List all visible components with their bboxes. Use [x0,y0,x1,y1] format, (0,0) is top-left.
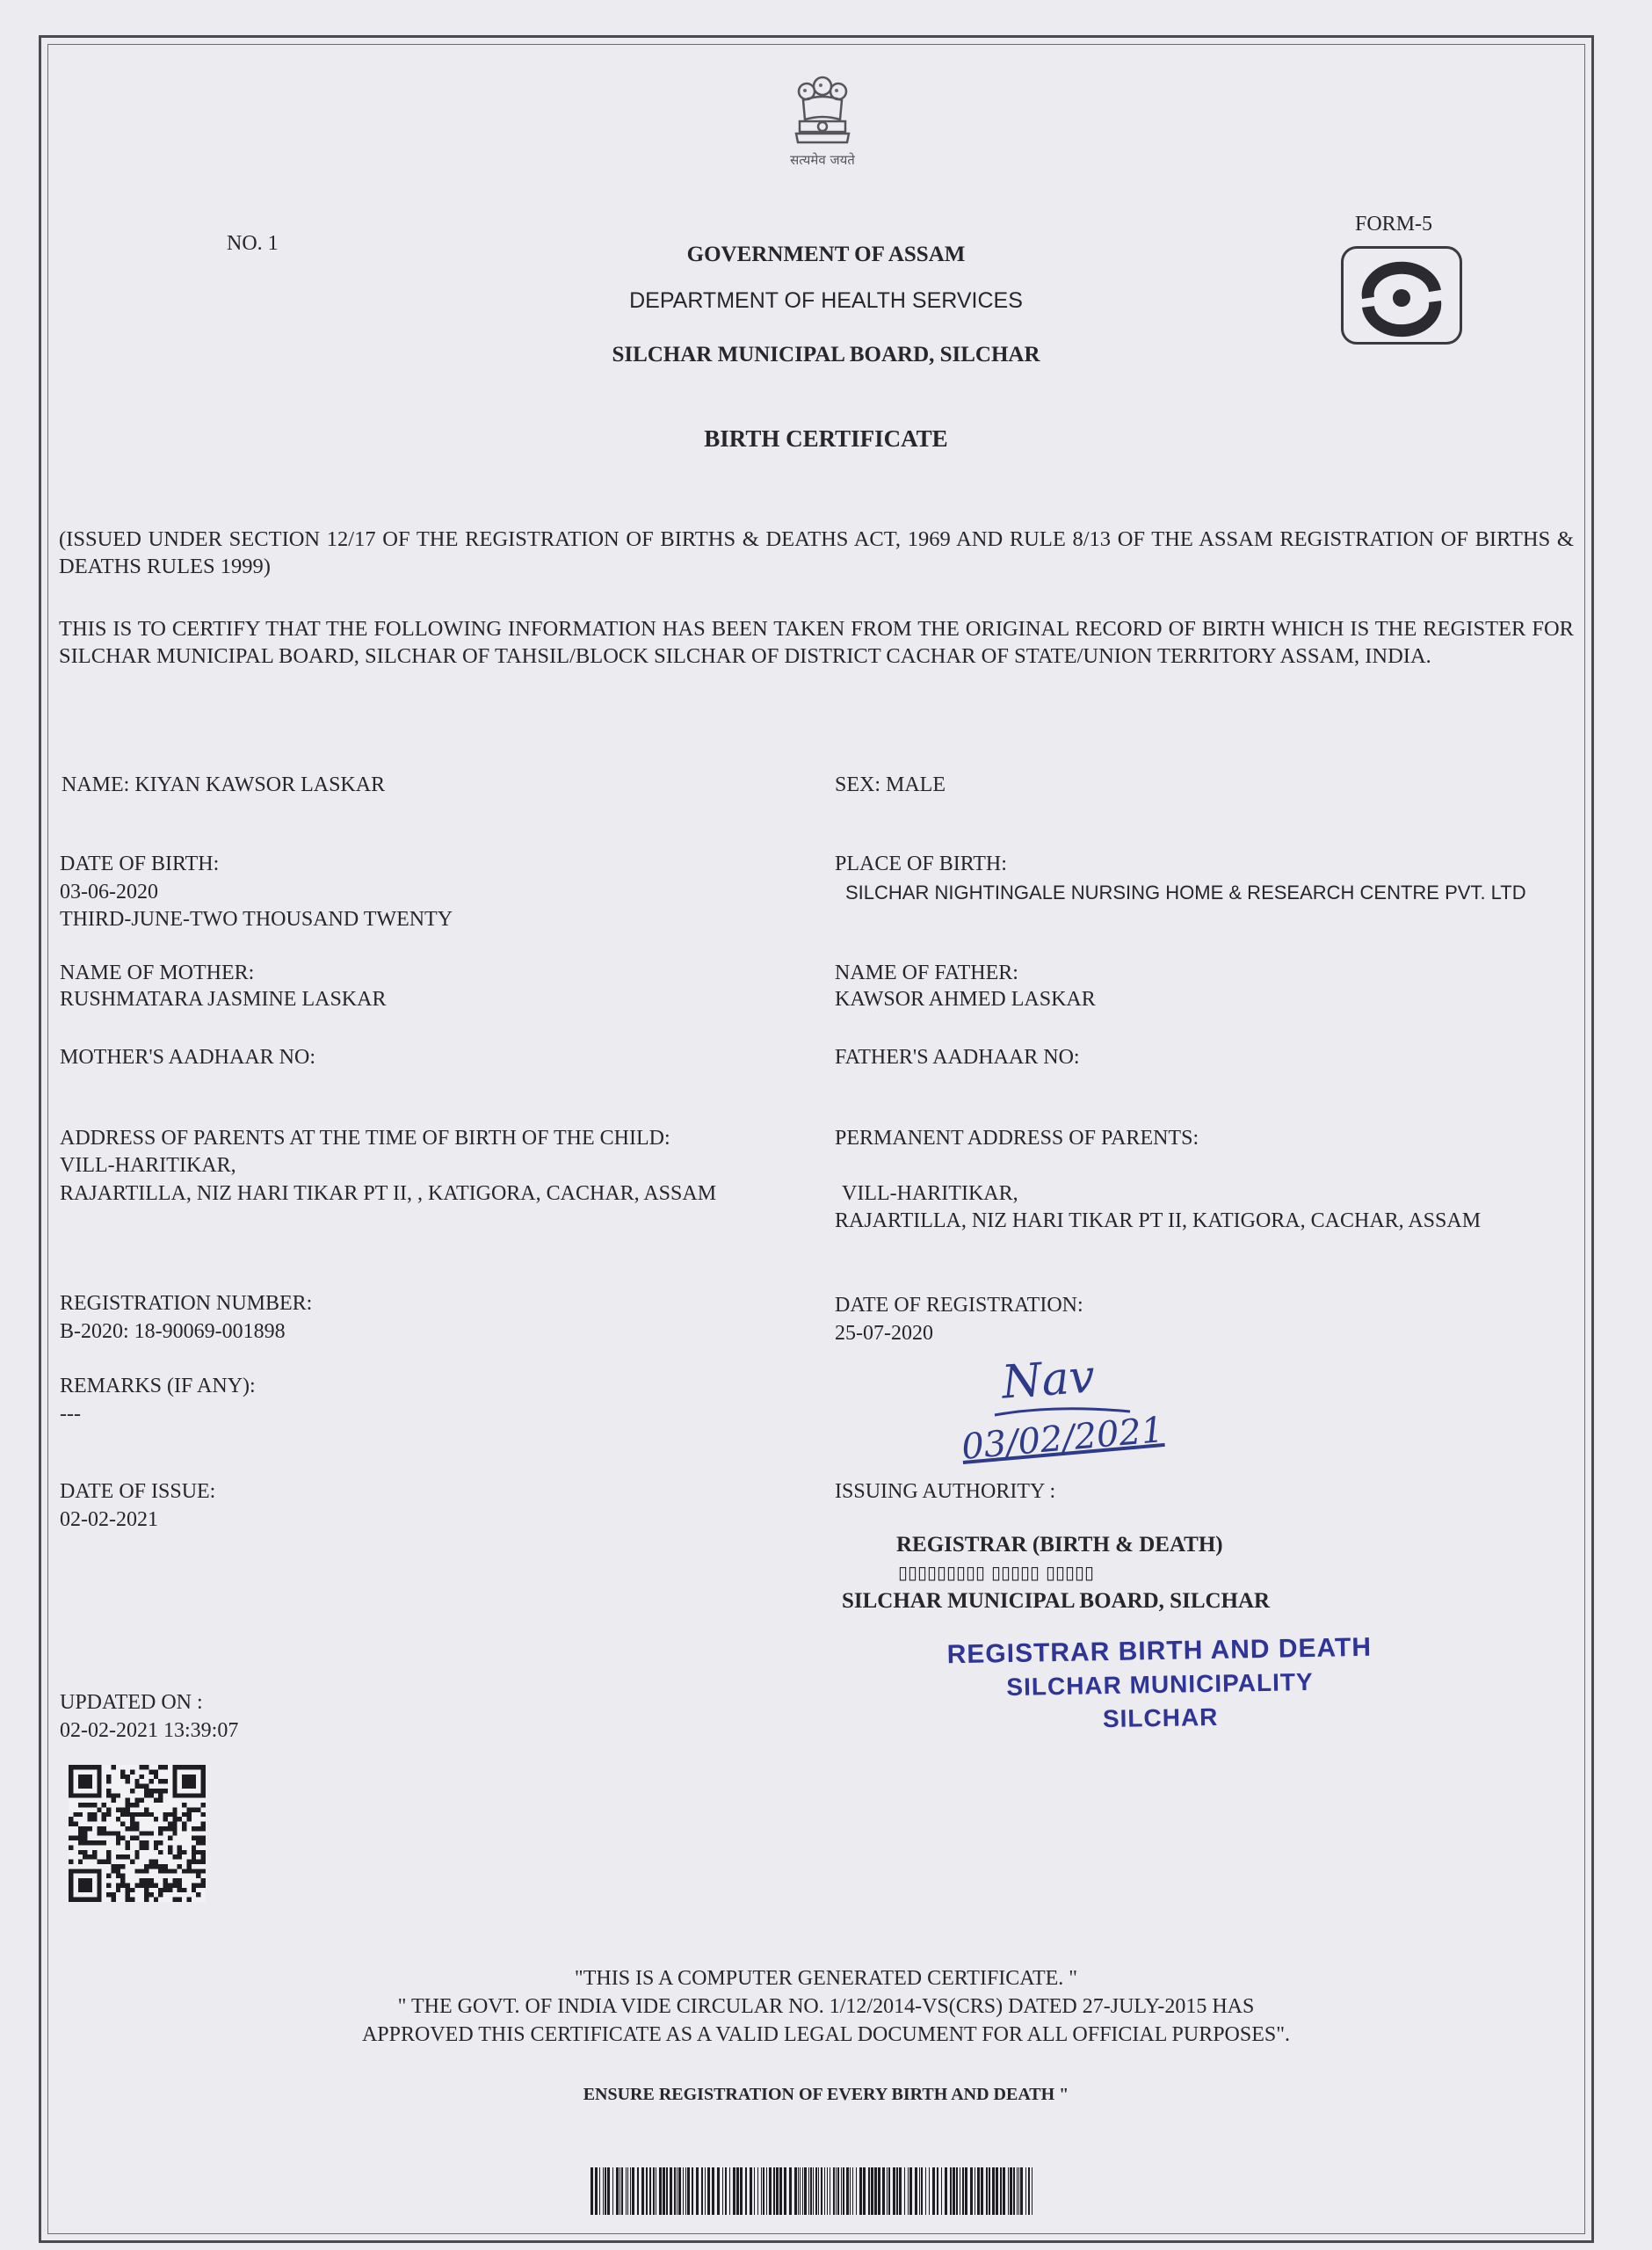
registration-date-value: 25-07-2020 [835,1322,933,1345]
updated-on-label: UPDATED ON : [60,1691,203,1714]
footer-line2: " THE GOVT. OF INDIA VIDE CIRCULAR NO. 1/12/2014-VS(CRS) DATED 27-JULY-2015 HAS [397,1995,1255,2018]
dob-label: DATE OF BIRTH: [60,853,220,875]
emblem-motto: सत्यमेव जयते [790,152,855,168]
registrar-office: SILCHAR MUNICIPAL BOARD, SILCHAR [842,1589,1271,1613]
permanent-address-line2: RAJARTILLA, NIZ HARI TIKAR PT II, KATIGORA, CACHAR, ASSAM [835,1209,1482,1232]
issued-under-paragraph: (ISSUED UNDER SECTION 12/17 OF THE REGISTRATION OF BIRTHS & DEATHS ACT, 1969 AND RULE 8/13 OF THE ASSAM REGISTRATION OF BIRTHS & DEATHS RULES 1999) [59,527,1574,578]
address-at-birth-label: ADDRESS OF PARENTS AT THE TIME OF BIRTH OF THE CHILD: [60,1127,670,1150]
serial-number: NO. 1 [227,232,279,255]
dob-in-words: THIRD-JUNE-TWO THOUSAND TWENTY [60,908,453,931]
certify-paragraph: THIS IS TO CERTIFY THAT THE FOLLOWING INFORMATION HAS BEEN TAKEN FROM THE ORIGINAL RECORD OF BIRTH WHICH IS THE REGISTER FOR SILCHAR MUNICIPAL BOARD, SILCHAR OF TAHSIL/BLOCK SILCHAR OF DISTRICT CACHAR OF STATE/UNION TERRITORY ASSAM, INDIA. [59,617,1574,668]
barcode-icon [591,2167,1037,2215]
registration-number-label: REGISTRATION NUMBER: [60,1292,313,1315]
department-heading: DEPARTMENT OF HEALTH SERVICES [629,288,1023,313]
address-at-birth-line2: RAJARTILLA, NIZ HARI TIKAR PT II, , KATIGORA, CACHAR, ASSAM [60,1182,717,1205]
registration-number-value: B-2020: 18-90069-001898 [60,1320,286,1343]
form-logo [1341,246,1462,345]
updated-on-value: 02-02-2021 13:39:07 [60,1719,239,1742]
certificate-title: BIRTH CERTIFICATE [704,425,948,452]
place-of-birth-label: PLACE OF BIRTH: [835,853,1007,875]
qr-code [69,1765,206,1902]
stamp-line1: REGISTRAR BIRTH AND DEATH [946,1632,1373,1670]
mother-name-value: RUSHMATARA JASMINE LASKAR [60,988,387,1011]
footer-slogan: ENSURE REGISTRATION OF EVERY BIRTH AND DEATH " [583,2085,1069,2104]
sex: SEX: MALE [835,773,946,796]
form-number: FORM-5 [1355,213,1433,236]
issuing-authority-label: ISSUING AUTHORITY : [835,1480,1056,1503]
barcode [591,2167,1037,2215]
ashoka-emblem-icon [777,72,868,151]
issue-date-label: DATE OF ISSUE: [60,1480,216,1503]
board-heading: SILCHAR MUNICIPAL BOARD, SILCHAR [612,343,1040,367]
qr-code-icon [69,1765,206,1902]
registration-logo-icon [1344,249,1460,342]
footer-line3: APPROVED THIS CERTIFICATE AS A VALID LEGAL DOCUMENT FOR ALL OFFICIAL PURPOSES". [361,2023,1291,2046]
place-of-birth-value: SILCHAR NIGHTINGALE NURSING HOME & RESEARCH CENTRE PVT. LTD [845,882,1526,904]
registrar-title-local: ▯▯▯▯▯▯▯▯▯ ▯▯▯▯▯ ▯▯▯▯▯ [898,1562,1095,1583]
father-name-label: NAME OF FATHER: [835,962,1018,984]
stamp-line2: SILCHAR MUNICIPALITY [1006,1667,1314,1702]
remarks-label: REMARKS (IF ANY): [60,1375,256,1397]
issue-date-value: 02-02-2021 [60,1508,158,1531]
dob-value: 03-06-2020 [60,881,158,904]
permanent-address-line1: VILL-HARITIKAR, [842,1182,1018,1205]
stamp-line3: SILCHAR [1102,1702,1219,1733]
state-emblem [777,72,868,178]
footer-line1: "THIS IS A COMPUTER GENERATED CERTIFICATE. " [574,1967,1078,1990]
mother-name-label: NAME OF MOTHER: [60,962,255,984]
father-aadhaar-label: FATHER'S AADHAAR NO: [835,1046,1080,1069]
registration-date-label: DATE OF REGISTRATION: [835,1294,1083,1317]
mother-aadhaar-label: MOTHER'S AADHAAR NO: [60,1046,316,1069]
child-name: NAME: KIYAN KAWSOR LASKAR [62,773,386,796]
address-at-birth-line1: VILL-HARITIKAR, [60,1154,236,1177]
government-heading: GOVERNMENT OF ASSAM [686,243,966,266]
father-name-value: KAWSOR AHMED LASKAR [835,988,1096,1011]
signature-date: 03/02/2021 [960,1410,1166,1468]
registrar-stamp [904,1630,1416,1739]
remarks-value: --- [60,1403,81,1426]
signature-initials: Nav [1000,1350,1097,1410]
registrar-title: REGISTRAR (BIRTH & DEATH) [896,1533,1223,1557]
permanent-address-label: PERMANENT ADDRESS OF PARENTS: [835,1127,1199,1150]
